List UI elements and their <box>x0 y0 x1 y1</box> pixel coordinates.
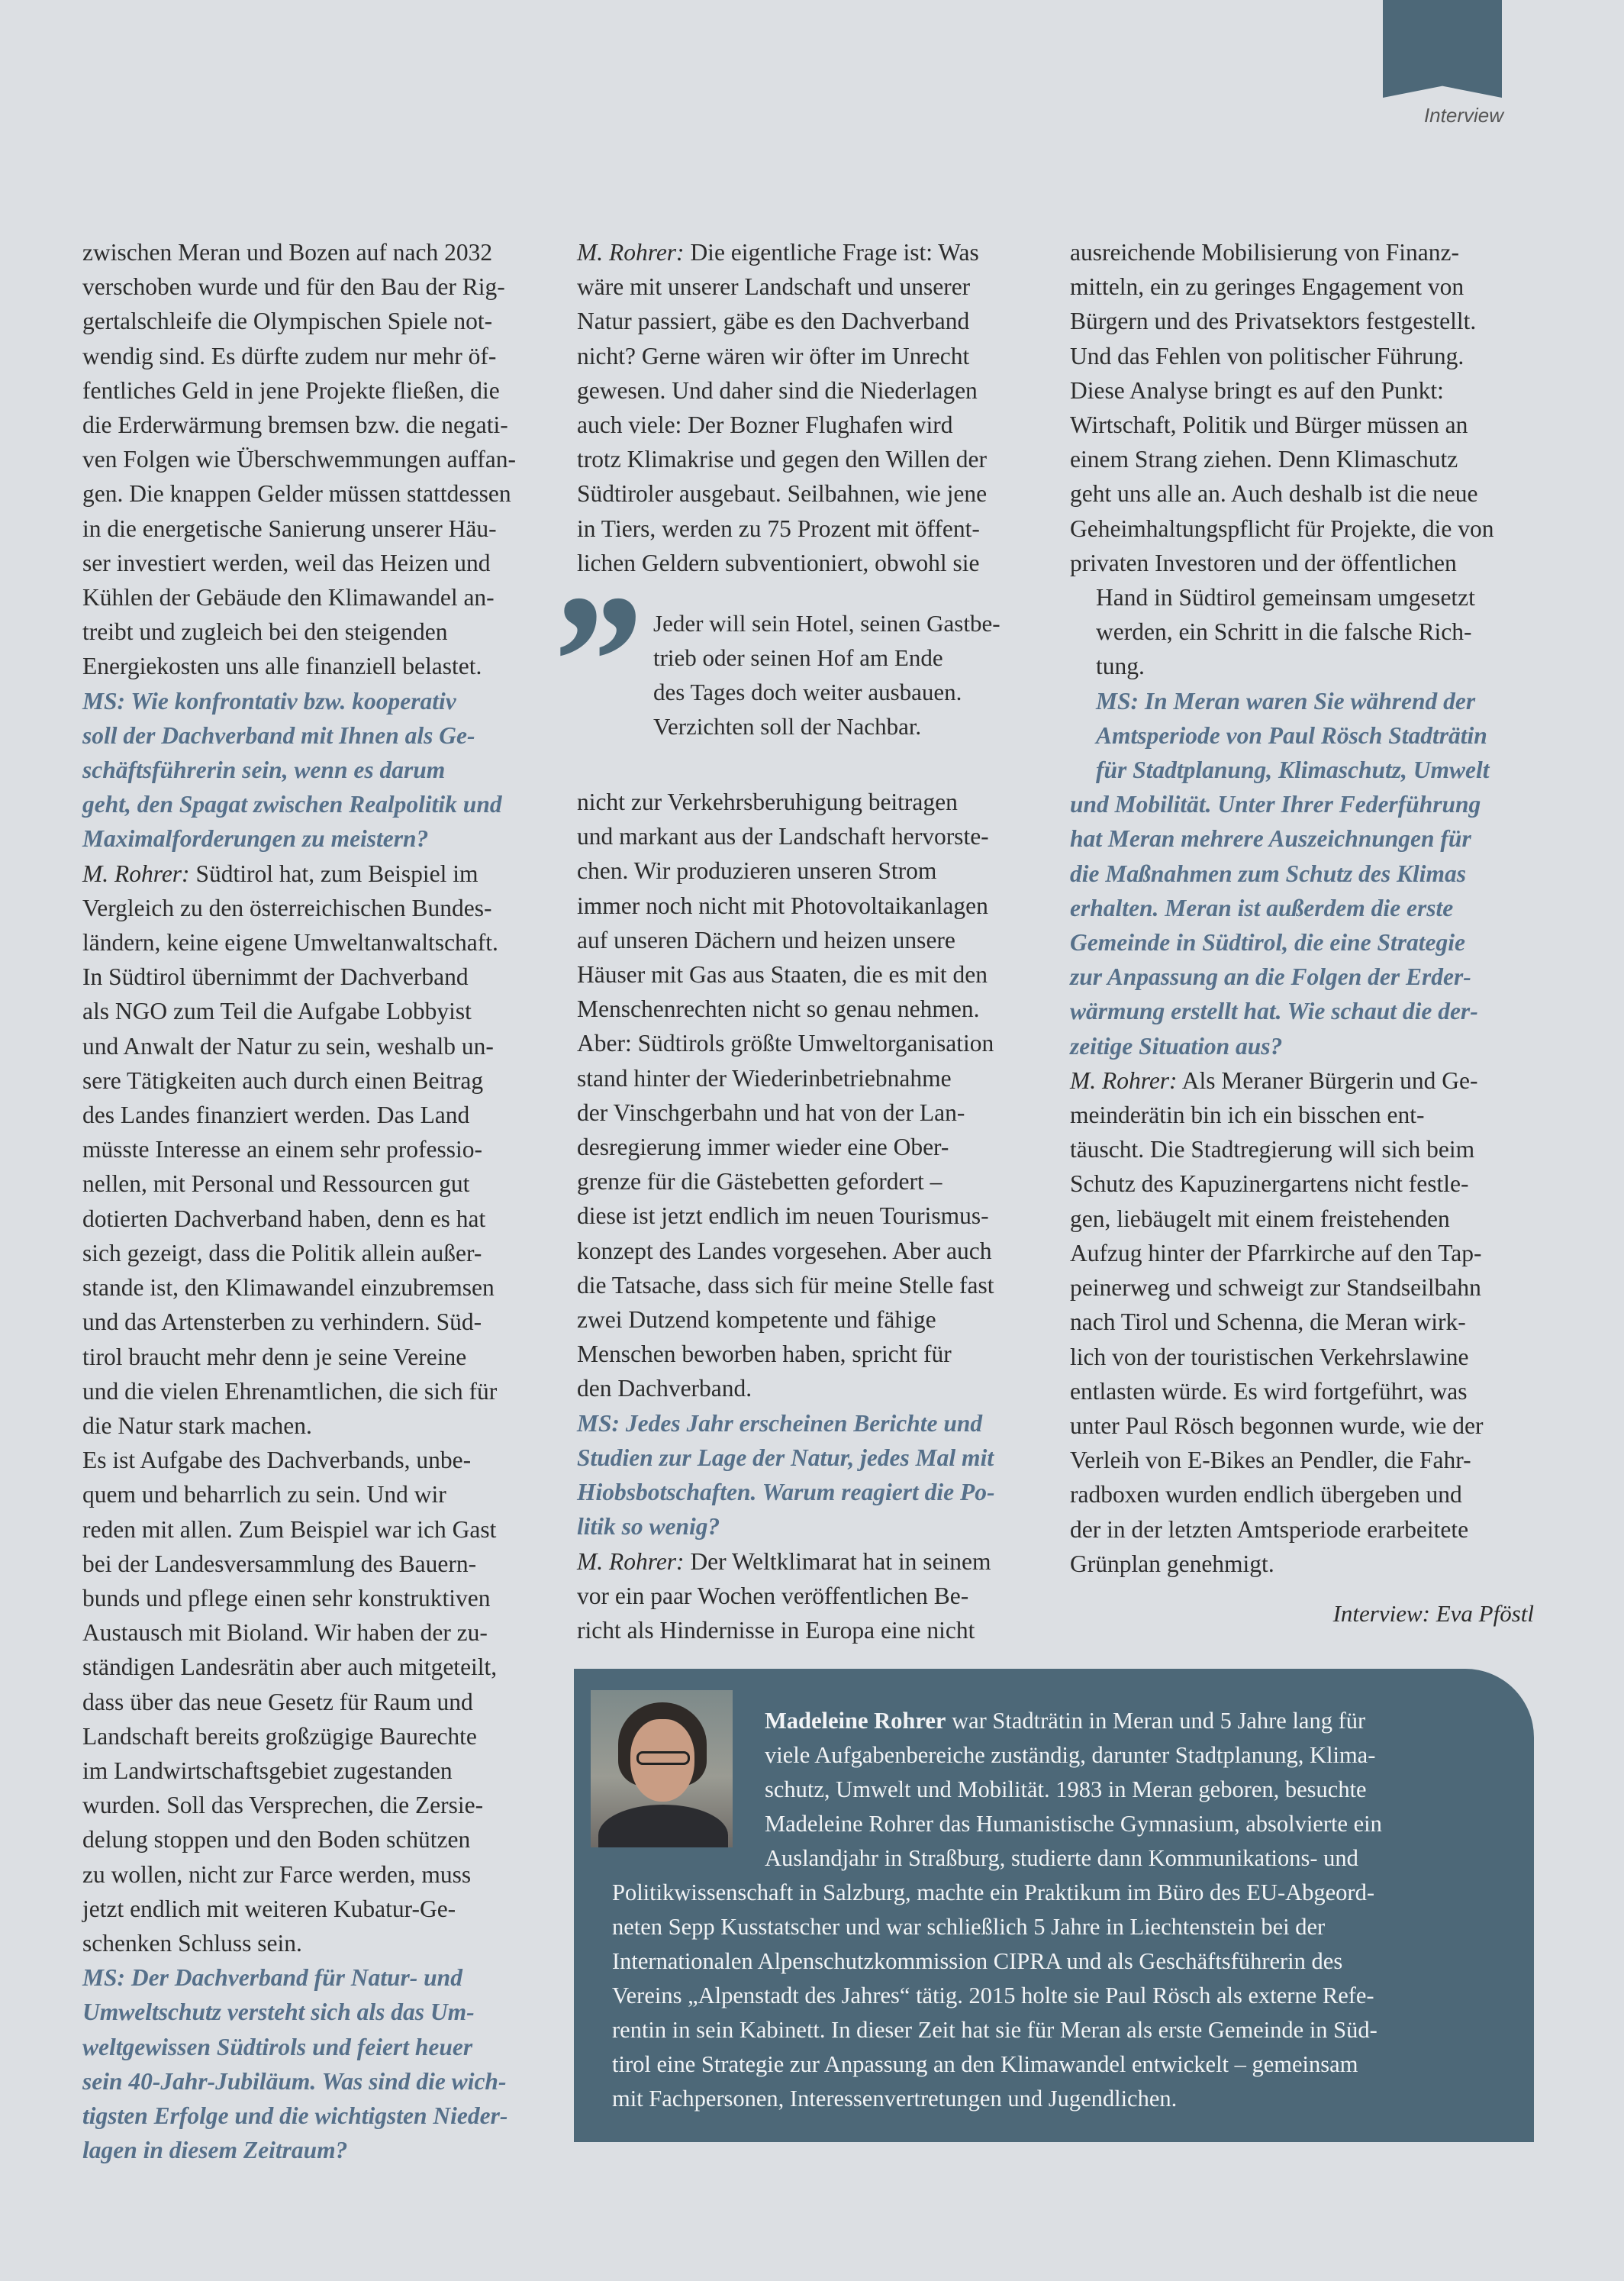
text-line: Wirtschaft, Politik und Bürger müssen an <box>1070 411 1468 439</box>
text-line: wurden. Soll das Versprechen, die Zersie- <box>82 1792 484 1819</box>
text-line: Menschen beworben haben, spricht für <box>577 1341 952 1368</box>
bio-line: rentin in sein Kabinett. In dieser Zeit hat sie für Meran als erste Gemeinde in Süd- <box>612 2017 1378 2043</box>
bio-first-rest: war Stadträtin in Meran und 5 Jahre lang für <box>946 1708 1366 1734</box>
pull-quote-line: Jeder will sein Hotel, seinen Gastbe- <box>653 610 1000 637</box>
text-line: richt als Hindernisse in Europa eine nicht <box>577 1616 975 1644</box>
text-line: Schutz des Kapuzinergartens nicht festle- <box>1070 1170 1469 1198</box>
bio-line: Internationalen Alpenschutzkommission CIPRA und als Geschäftsführerin des <box>612 1948 1343 1974</box>
question-line: MS: In Meran waren Sie während der <box>1096 687 1476 715</box>
text-line: nellen, mit Personal und Ressourcen gut <box>82 1170 470 1198</box>
bio-first-line <box>612 1704 1519 1738</box>
text-line: müsste Interesse an einem sehr professio- <box>82 1136 482 1163</box>
bio-line: tirol eine Strategie zur Anpassung an den Klimawandel entwickelt – gemeinsam <box>612 2051 1358 2077</box>
text-line: lich von der touristischen Verkehrslawine <box>1070 1343 1469 1370</box>
text-line: im Landwirtschaftsgebiet zugestanden <box>82 1757 453 1784</box>
text-line: bei der Landesversammlung des Bauern- <box>82 1550 477 1577</box>
bio-text <box>612 1704 1519 2116</box>
text-line: stande ist, den Klimawandel einzubremsen <box>82 1274 495 1302</box>
text-line: werden, ein Schritt in die falsche Rich- <box>1096 618 1472 646</box>
text-line: ausreichende Mobilisierung von Finanz- <box>1070 239 1459 266</box>
text-line: stand hinter der Wiederinbetriebnahme <box>577 1064 952 1092</box>
text-line: sere Tätigkeiten auch durch einen Beitrag <box>82 1066 484 1094</box>
speaker-label: M. Rohrer: <box>577 239 685 266</box>
text-line: quem und beharrlich zu sein. Und wir <box>82 1481 446 1508</box>
text-line: treibt und zugleich bei den steigenden <box>82 618 448 646</box>
bio-line: neten Sepp Kusstatscher und war schließlich 5 Jahre in Liechtenstein bei der <box>612 1914 1326 1940</box>
text-line: geht uns alle an. Auch deshalb ist die neue <box>1070 480 1478 508</box>
question-line: Gemeinde in Südtirol, die eine Strategie <box>1070 929 1465 957</box>
text-line: und Anwalt der Natur zu sein, weshalb un- <box>82 1032 494 1060</box>
answer-text: Als Meraner Bürgerin und Ge- <box>1177 1066 1478 1094</box>
text-line <box>577 235 1041 269</box>
text-line: Bürgern und des Privatsektors festgestellt. <box>1070 308 1477 335</box>
bio-line: Auslandjahr in Straßburg, studierte dann Kommunikations- und <box>765 1845 1358 1871</box>
text-line: In Südtirol übernimmt der Dachverband <box>82 963 469 991</box>
text-line: tirol braucht mehr denn je seine Vereine <box>82 1343 467 1370</box>
pull-quote-line: des Tages doch weiter ausbauen. <box>653 679 962 706</box>
bio-name: Madeleine Rohrer <box>765 1708 946 1734</box>
text-line: reden mit allen. Zum Beispiel war ich Gast <box>82 1515 497 1543</box>
text-line: der Vinschgerbahn und hat von der Lan- <box>577 1099 965 1126</box>
text-line: vor ein paar Wochen veröffentlichen Be- <box>577 1582 969 1609</box>
question-line: erhalten. Meran ist außerdem die erste <box>1070 894 1454 921</box>
question-line: für Stadtplanung, Klimaschutz, Umwelt <box>1096 757 1490 784</box>
text-line: Landschaft bereits großzügige Baurechte <box>82 1722 477 1750</box>
column-2 <box>543 235 1041 1647</box>
question-line: Amtsperiode von Paul Rösch Stadträtin <box>1096 721 1487 749</box>
text-line: und die vielen Ehrenamtlichen, die sich für <box>82 1377 498 1405</box>
text-line: mitteln, ein zu geringes Engagement von <box>1070 273 1464 301</box>
speaker-label: M. Rohrer: <box>1070 1066 1178 1094</box>
text-line: zu wollen, nicht zur Farce werden, muss <box>82 1860 472 1888</box>
text-line: Austausch mit Bioland. Wir haben der zu- <box>82 1619 488 1647</box>
text-line: wäre mit unserer Landschaft und unserer <box>577 273 971 301</box>
text-line: Kühlen der Gebäude den Klimawandel an- <box>82 584 495 611</box>
text-line: privaten Investoren und der öffentlichen <box>1070 549 1457 576</box>
text-line: gewesen. Und daher sind die Niederlagen <box>577 376 978 404</box>
text-line: Energiekosten uns alle finanziell belastet. <box>82 653 482 680</box>
text-line: meinderätin bin ich ein bisschen ent- <box>1070 1102 1425 1129</box>
text-line: Grünplan genehmigt. <box>1070 1550 1274 1577</box>
text-line: Häuser mit Gas aus Staaten, die es mit den <box>577 961 988 989</box>
question-line: MS: Der Dachverband für Natur- und <box>82 1964 462 1992</box>
question-line: soll der Dachverband mit Ihnen als Ge- <box>82 721 475 749</box>
column-2-top <box>577 235 1041 580</box>
text-line: auch viele: Der Bozner Flughafen wird <box>577 411 953 439</box>
text-line: täuscht. Die Stadtregierung will sich beim <box>1070 1136 1475 1163</box>
text-line: Menschenrechten nicht so genau nehmen. <box>577 995 980 1023</box>
question-line: sein 40-Jahr-Jubiläum. Was sind die wich- <box>82 2067 507 2095</box>
text-line: gen, liebäugelt mit einem freistehenden <box>1070 1205 1450 1232</box>
question-line: MS: Jedes Jahr erscheinen Berichte und <box>577 1409 983 1437</box>
text-line: verschoben wurde und für den Bau der Rig- <box>82 273 505 301</box>
question-line: tigsten Erfolge und die wichtigsten Nieder- <box>82 2102 508 2129</box>
question-line: wärmung erstellt hat. Wie schaut die der- <box>1070 998 1478 1025</box>
text-line: Natur passiert, gäbe es den Dachverband <box>577 308 970 335</box>
text-line: dass über das neue Gesetz für Raum und <box>82 1688 473 1715</box>
answer-text: Südtirol hat, zum Beispiel im <box>189 860 478 887</box>
bio-line: schutz, Umwelt und Mobilität. 1983 in Meran geboren, besuchte <box>765 1776 1367 1802</box>
text-line: unter Paul Rösch begonnen wurde, wie der <box>1070 1412 1484 1439</box>
question-line: zeitige Situation aus? <box>1070 1032 1283 1060</box>
text-line: gertalschleife die Olympischen Spiele not- <box>82 308 493 335</box>
text-line: gen. Die knappen Gelder müssen stattdessen <box>82 480 511 508</box>
text-line: zwei Dutzend kompetente und fähige <box>577 1306 936 1334</box>
bio-line: Madeleine Rohrer das Humanistische Gymnasium, absolvierte ein <box>765 1811 1382 1837</box>
text-line: des Landes finanziert werden. Das Land <box>82 1102 470 1129</box>
bio-line: Vereins „Alpenstadt des Jahres“ tätig. 2015 holte sie Paul Rösch als externe Refe- <box>612 1983 1374 2008</box>
question-line: geht, den Spagat zwischen Realpolitik und <box>82 791 502 818</box>
question-line: Studien zur Lage der Natur, jedes Mal mit <box>577 1444 994 1471</box>
text-line: Diese Analyse bringt es auf den Punkt: <box>1070 376 1444 404</box>
text-line: und das Artensterben zu verhindern. Süd- <box>82 1308 482 1336</box>
quote-mark-icon: ” <box>543 556 639 768</box>
text-line: die Erderwärmung bremsen bzw. die negati- <box>82 411 508 439</box>
speaker-label: M. Rohrer: <box>82 860 190 887</box>
text-line: schenken Schluss sein. <box>82 1929 302 1957</box>
question-line: MS: Wie konfrontativ bzw. kooperativ <box>82 687 456 715</box>
text-line: diese ist jetzt endlich im neuen Tourismus- <box>577 1202 989 1230</box>
text-line: ständigen Landesrätin aber auch mitgeteilt, <box>82 1653 498 1681</box>
header-ribbon <box>1383 0 1502 98</box>
text-line: peinerweg und schweigt zur Standseilbahn <box>1070 1274 1481 1302</box>
text-line: desregierung immer wieder eine Ober- <box>577 1134 949 1161</box>
text-line: die Tatsache, dass sich für meine Stelle fast <box>577 1271 994 1299</box>
question-line: die Maßnahmen zum Schutz des Klimas <box>1070 860 1466 887</box>
text-line: jetzt endlich mit weiteren Kubatur-Ge- <box>82 1895 456 1922</box>
text-line: Geheimhaltungspflicht für Projekte, die von <box>1070 515 1494 542</box>
text-line: ländern, keine eigene Umweltanwaltschaft. <box>82 929 498 957</box>
text-line: zwischen Meran und Bozen auf nach 2032 <box>82 239 493 266</box>
bio-line: viele Aufgabenbereiche zuständig, darunter Stadtplanung, Klima- <box>765 1742 1376 1768</box>
text-line: Hand in Südtirol gemeinsam umgesetzt <box>1096 584 1475 611</box>
speaker-label: M. Rohrer: <box>577 1547 685 1575</box>
text-line: Aber: Südtirols größte Umweltorganisation <box>577 1030 994 1057</box>
question-line: und Mobilität. Unter Ihrer Federführung <box>1070 791 1481 818</box>
pull-quote-line: trieb oder seinen Hof am Ende <box>653 644 943 672</box>
text-line: wendig sind. Es dürfte zudem nur mehr öf- <box>82 342 497 369</box>
text-line: dotierten Dachverband haben, denn es hat <box>82 1205 486 1232</box>
answer-text: Der Weltklimarat hat in seinem <box>684 1547 991 1575</box>
text-line: in die energetische Sanierung unserer Häu- <box>82 515 497 542</box>
text-line: entlasten würde. Es wird fortgeführt, was <box>1070 1377 1468 1405</box>
text-line: Verleih von E-Bikes an Pendler, die Fahr- <box>1070 1447 1471 1474</box>
section-label: Interview <box>1423 104 1503 127</box>
pull-quote-line: Verzichten soll der Nachbar. <box>653 713 922 740</box>
text-line: Und das Fehlen von politischer Führung. <box>1070 342 1464 369</box>
text-line: sich gezeigt, dass die Politik allein außer- <box>82 1239 482 1266</box>
answer-text: Die eigentliche Frage ist: Was <box>684 239 979 266</box>
text-line: ser investiert werden, weil das Heizen und <box>82 549 491 576</box>
text-line <box>577 1544 1041 1579</box>
text-line: chen. Wir produzieren unseren Strom <box>577 857 937 885</box>
text-line: und markant aus der Landschaft hervorste- <box>577 823 989 850</box>
text-line: die Natur stark machen. <box>82 1412 312 1439</box>
question-line: Umweltschutz versteht sich als das Um- <box>82 1999 475 2026</box>
text-line: nicht? Gerne wären wir öfter im Unrecht <box>577 342 970 369</box>
text-line: nach Tirol und Schenna, die Meran wirk- <box>1070 1308 1466 1336</box>
question-line: litik so wenig? <box>577 1513 720 1541</box>
column-1 <box>82 235 546 2167</box>
column-3 <box>1070 235 1534 1581</box>
text-line: bunds und pflege einen sehr konstruktiven <box>82 1584 491 1612</box>
question-line: zur Anpassung an die Folgen der Erder- <box>1070 963 1471 991</box>
text-line: trotz Klimakrise und gegen den Willen der <box>577 446 987 473</box>
text-line: delung stoppen und den Boden schützen <box>82 1826 471 1854</box>
column-2-bottom <box>577 785 1041 1647</box>
text-line: immer noch nicht mit Photovoltaikanlagen <box>577 892 988 919</box>
question-line: hat Meran mehrere Auszeichnungen für <box>1070 825 1471 853</box>
question-line: Hiobsbotschaften. Warum reagiert die Po- <box>577 1479 995 1506</box>
text-line: Aufzug hinter der Pfarrkirche auf den Tap- <box>1070 1239 1482 1266</box>
text-line: auf unseren Dächern und heizen unsere <box>577 926 955 953</box>
pull-quote-text <box>653 606 1050 744</box>
text-line: den Dachverband. <box>577 1375 752 1402</box>
question-line: schäftsführerin sein, wenn es darum <box>82 757 446 784</box>
text-line: Vergleich zu den österreichischen Bundes- <box>82 894 492 921</box>
bio-line: Politikwissenschaft in Salzburg, machte ein Praktikum im Büro des EU-Abgeord- <box>612 1879 1374 1905</box>
bio-box <box>574 1669 1534 2142</box>
text-line: ven Folgen wie Überschwemmungen auffan- <box>82 446 516 473</box>
question-line: lagen in diesem Zeitraum? <box>82 2137 348 2164</box>
text-line: Südtiroler ausgebaut. Seilbahnen, wie jene <box>577 480 988 508</box>
text-line: einem Strang ziehen. Denn Klimaschutz <box>1070 446 1458 473</box>
byline: Interview: Eva Pföstl <box>1332 1600 1534 1627</box>
question-line: Maximalforderungen zu meistern? <box>82 825 429 853</box>
text-line: als NGO zum Teil die Aufgabe Lobbyist <box>82 998 472 1025</box>
bio-line: mit Fachpersonen, Interessenvertretungen und Jugendlichen. <box>612 2086 1178 2112</box>
text-line: Es ist Aufgabe des Dachverbands, unbe- <box>82 1447 472 1474</box>
text-line: in Tiers, werden zu 75 Prozent mit öffent- <box>577 515 980 542</box>
text-line: konzept des Landes vorgesehen. Aber auch <box>577 1237 992 1264</box>
text-line: nicht zur Verkehrsberuhigung beitragen <box>577 789 958 816</box>
text-line: tung. <box>1096 653 1145 680</box>
text-line: der in der letzten Amtsperiode erarbeitete <box>1070 1515 1469 1543</box>
text-line <box>82 857 546 891</box>
text-line: lichen Geldern subventioniert, obwohl sie <box>577 549 980 576</box>
text-line <box>1070 1063 1534 1098</box>
text-line: grenze für die Gästebetten gefordert – <box>577 1168 942 1195</box>
text-line: fentliches Geld in jene Projekte fließen, die <box>82 376 500 404</box>
question-line: weltgewissen Südtirols und feiert heuer <box>82 2033 473 2060</box>
text-line: radboxen wurden endlich übergeben und <box>1070 1481 1462 1508</box>
